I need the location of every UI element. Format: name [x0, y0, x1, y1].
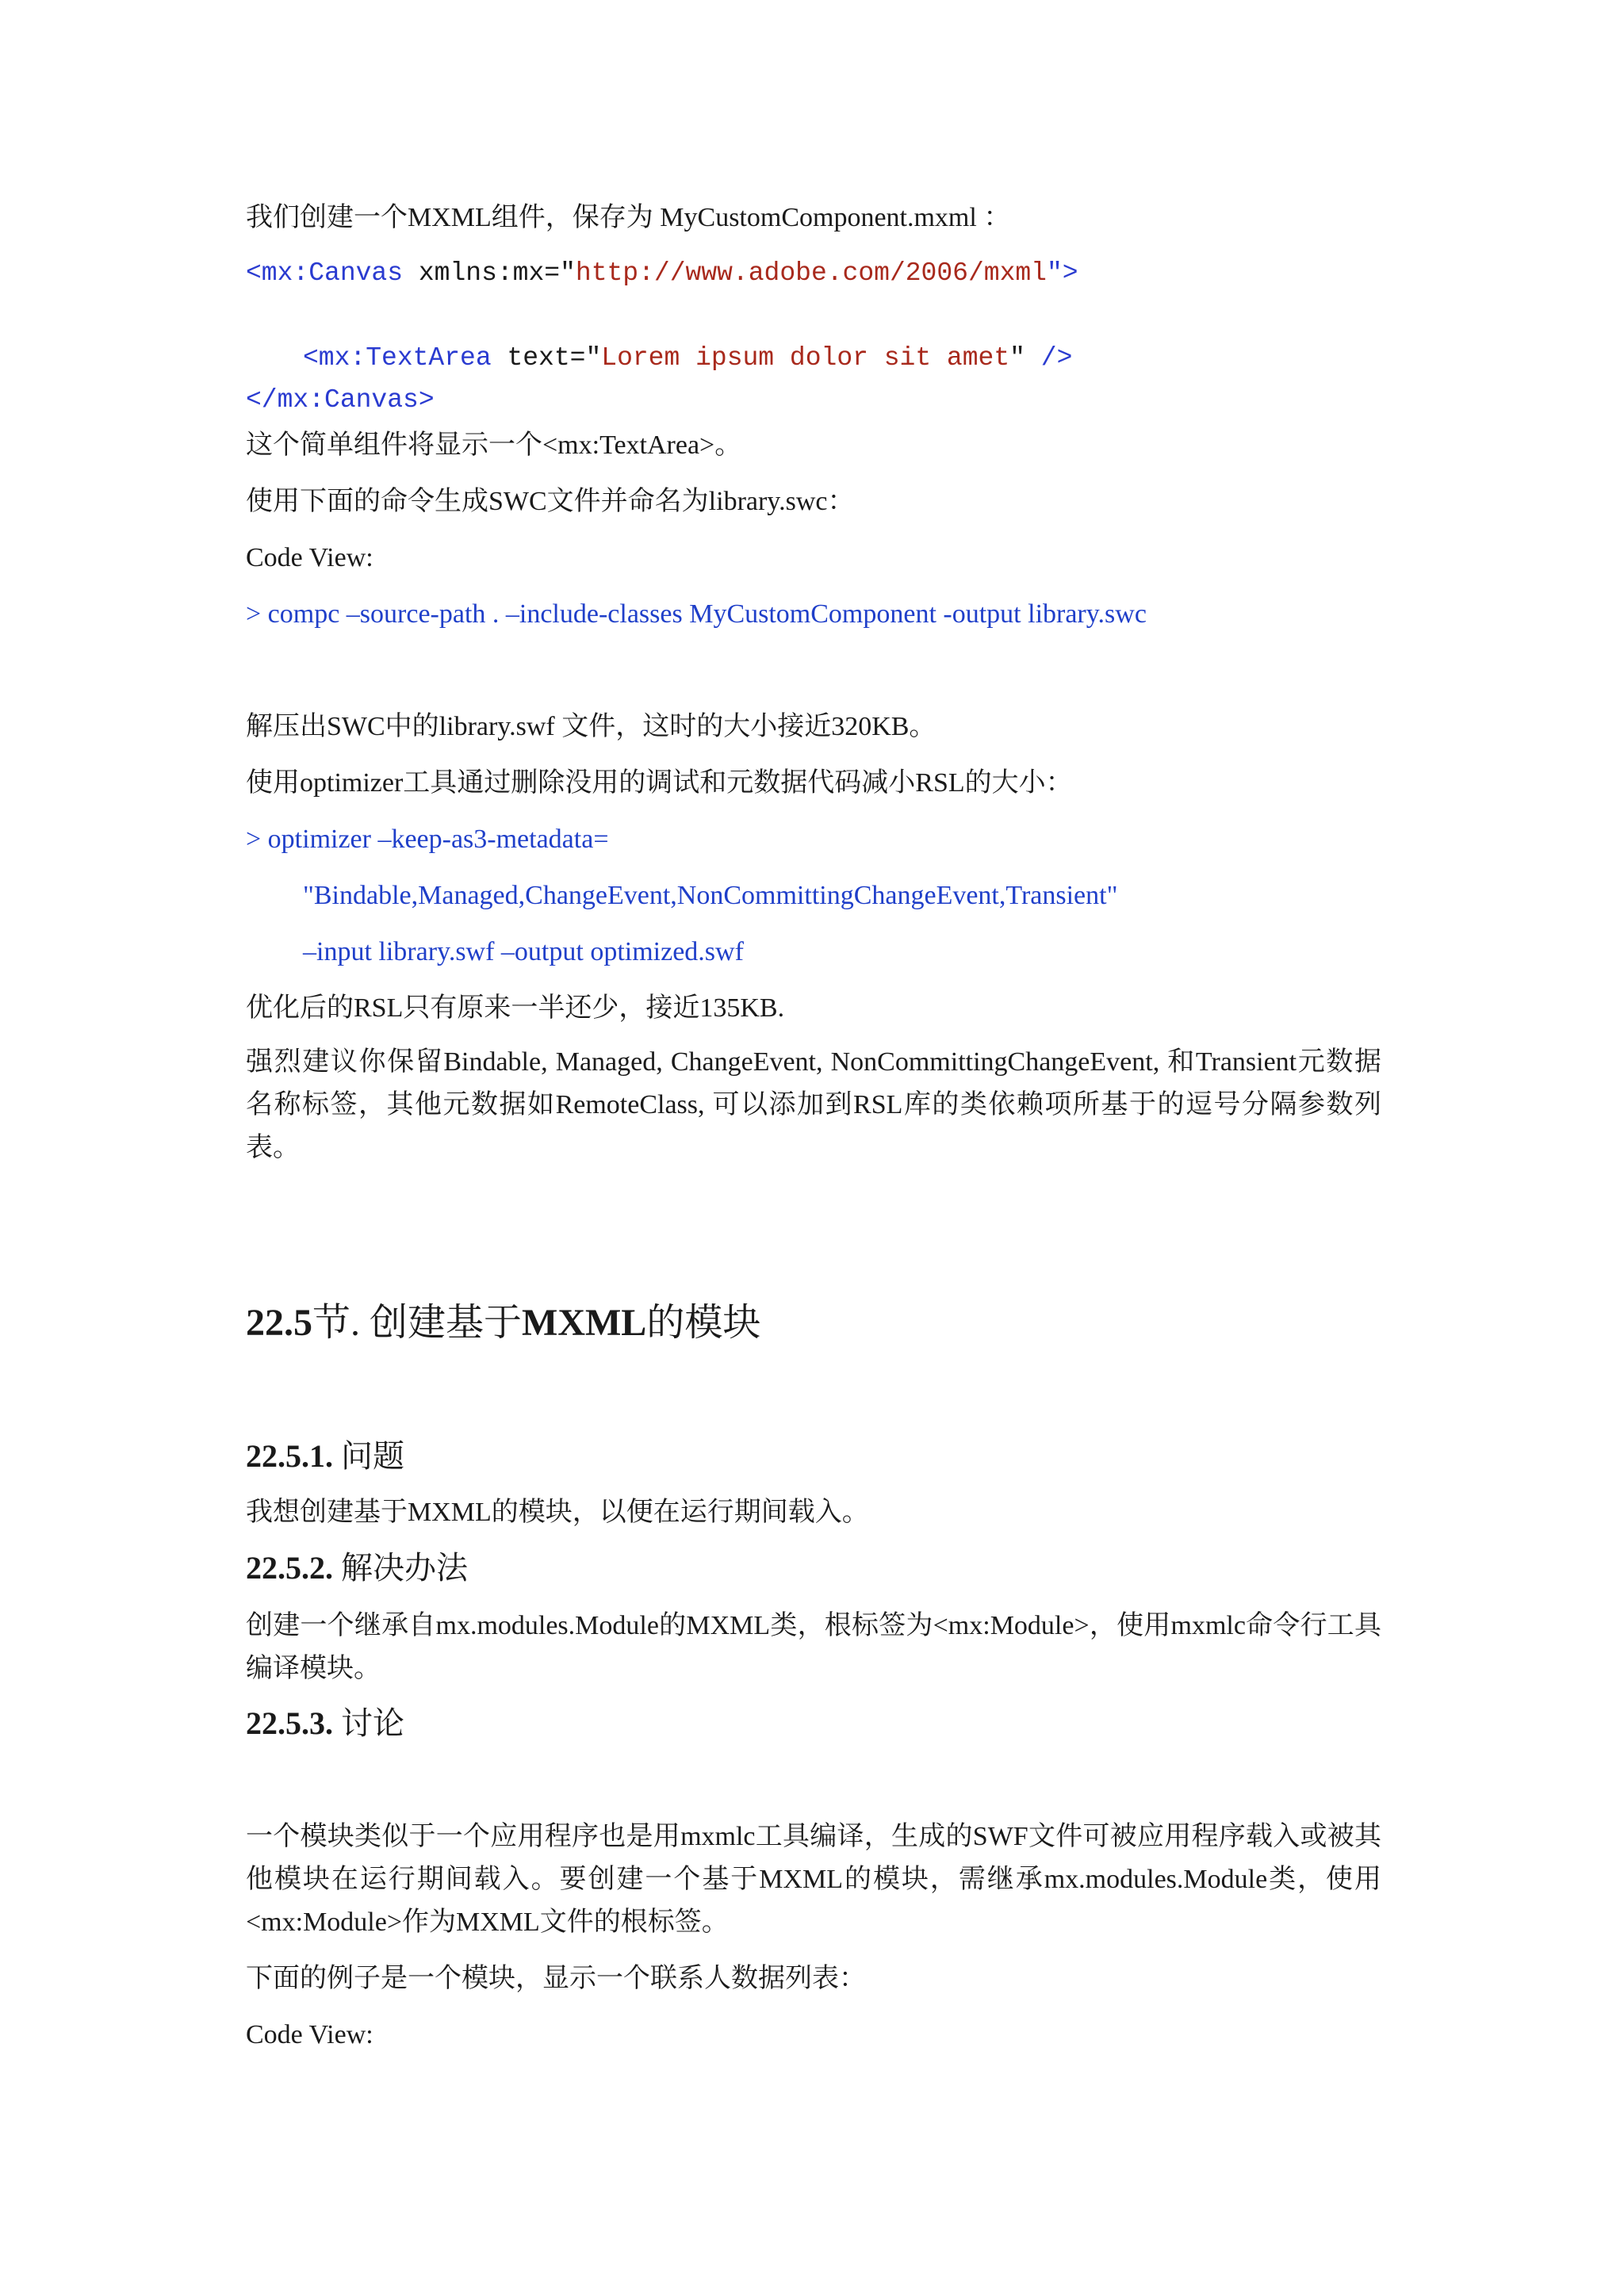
section-rest: 的模块 — [646, 1302, 761, 1344]
command-optimizer-metadata: "Bindable,Managed,ChangeEvent,NonCommittingChangeEvent,Transient" — [303, 881, 1118, 910]
paragraph: 强烈建议你保留Bindable, Managed, ChangeEvent, NonCommittingChangeEvent, 和Transient元数据名称标签，其他元数据如RemoteClass, 可以添加到RSL库的类依赖项所基于的逗号分隔参数列表。 — [246, 1047, 1381, 1162]
code-quote: " — [1009, 343, 1041, 373]
section-heading — [246, 1304, 760, 1342]
code-line-textarea — [303, 345, 1072, 371]
subsection-title: 讨论 — [333, 1705, 404, 1741]
code-line-canvas-close: </mx:Canvas> — [246, 385, 435, 415]
command-optimizer: > optimizer –keep-as3-metadata= — [246, 825, 609, 854]
code-line-canvas-open — [246, 260, 1078, 286]
code-string: Lorem ipsum dolor sit amet — [601, 343, 1010, 373]
code-attr: xmlns:mx=" — [403, 258, 576, 288]
code-view-label: Code View: — [246, 543, 373, 572]
paragraph: 创建一个继承自mx.modules.Module的MXML类，根标签为<mx:Module>，使用mxmlc命令行工具编译模块。 — [246, 1611, 1381, 1683]
paragraph: 这个简单组件将显示一个<mx:TextArea>。 — [246, 430, 742, 460]
subsection-title: 解决办法 — [333, 1550, 468, 1586]
code-string: http://www.adobe.com/2006/mxml — [575, 258, 1047, 288]
code-view-label: Code View: — [246, 2020, 373, 2049]
subsection-heading-problem — [246, 1438, 404, 1474]
subsection-number: 22.5.1. — [246, 1438, 333, 1474]
section-bold: MXML — [522, 1302, 647, 1344]
command-optimizer-io: –input library.swf –output optimized.swf — [303, 937, 744, 966]
subsection-heading-solution — [246, 1552, 468, 1584]
section-number: 22.5 — [246, 1302, 312, 1344]
paragraph: 下面的例子是一个模块，显示一个联系人数据列表： — [246, 1964, 866, 1993]
subsection-heading-discussion — [246, 1705, 404, 1741]
code-tag: <mx:TextArea — [303, 343, 492, 373]
code-attr: text=" — [491, 343, 602, 373]
paragraph: 使用optimizer工具通过删除没用的调试和元数据代码减小RSL的大小： — [246, 768, 1073, 798]
paragraph: 优化后的RSL只有原来一半还少，接近135KB. — [246, 993, 785, 1023]
paragraph: 一个模块类似于一个应用程序也是用mxmlc工具编译，生成的SWF文件可被应用程序载入或被其他模块在运行期间载入。要创建一个基于MXML的模块，需继承mx.modules.Module类，使用<mx:Module>作为MXML文件的根标签。 — [246, 1822, 1381, 1937]
command-compc: > compc –source-path . –include-classes MyCustomComponent -output library.swc — [246, 599, 1147, 629]
subsection-title: 问题 — [333, 1438, 404, 1474]
code-tag-close: /> — [1040, 343, 1073, 373]
code-tag-close: "> — [1047, 258, 1078, 288]
code-tag: <mx:Canvas — [246, 258, 404, 288]
subsection-number: 22.5.2. — [246, 1550, 333, 1586]
paragraph: 我想创建基于MXML的模块，以便在运行期间载入。 — [246, 1498, 869, 1527]
paragraph: 解压出SWC中的library.swf 文件，这时的大小接近320KB。 — [246, 712, 936, 741]
section-suffix: 节. 创建基于 — [312, 1302, 523, 1344]
paragraph: 使用下面的命令生成SWC文件并命名为library.swc： — [246, 487, 855, 516]
subsection-number: 22.5.3. — [246, 1705, 333, 1741]
intro-text: 我们创建一个MXML组件，保存为 MyCustomComponent.mxml ： — [246, 203, 1011, 232]
